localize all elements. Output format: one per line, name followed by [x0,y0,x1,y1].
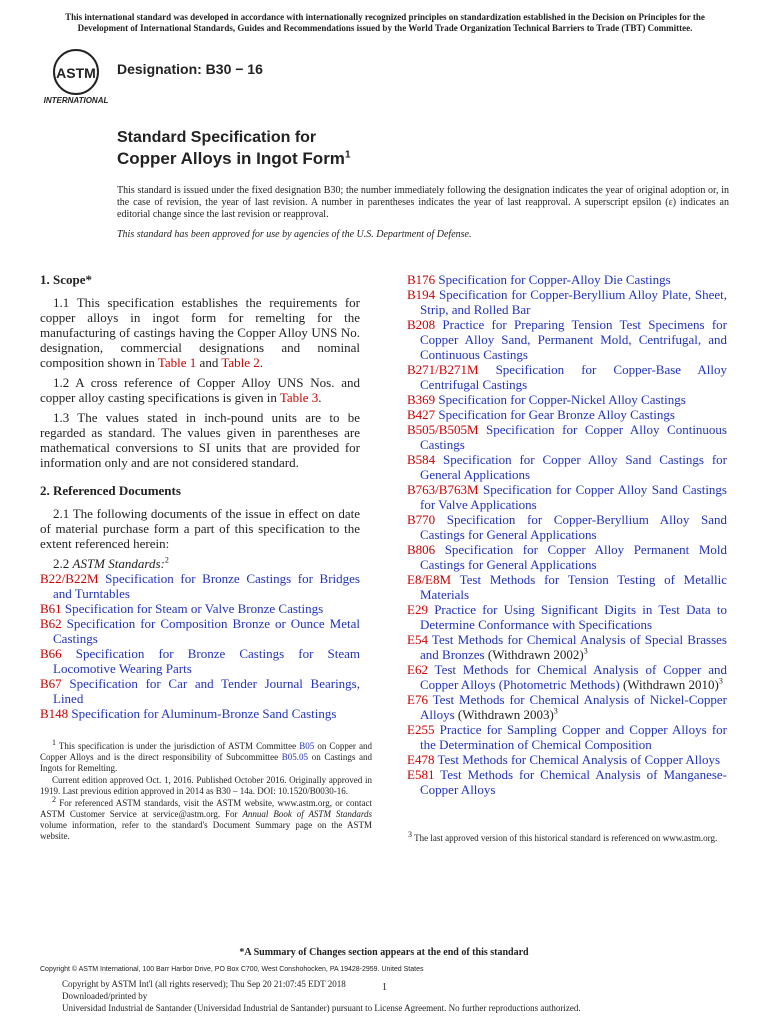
footnote-ref[interactable]: 3 [583,646,588,656]
reference-code[interactable]: B271/B271M [407,362,479,377]
reference-code[interactable]: B176 [407,272,436,287]
page-number: 1 [382,982,387,993]
reference-title[interactable]: Specification for Copper Alloy Sand Castings for Valve Applications [420,482,727,512]
reference-code[interactable]: B763/B763M [407,482,479,497]
reference-title[interactable]: Specification for Bronze Castings for Steam Locomotive Wearing Parts [53,646,360,676]
reference-title[interactable]: Test Methods for Chemical Analysis of Nickel-Copper Alloys [420,692,727,722]
reference-code[interactable]: B66 [40,646,62,661]
footnote-3: $^3$ The last approved version of this historical standard is referenced on www.astm.org. [408,830,718,843]
reference-title[interactable]: Specification for Copper Alloy Continuous Castings [420,422,727,452]
document-title [117,127,351,169]
footnote-2: $^2$ For referenced ASTM standards, visit the ASTM website, www.astm.org, or contact ASTM Customer Service at service@astm.org. For Annual Book of ASTM Standards volume information, refer to the standard's Document Summary page on the ASTM website. [40,795,372,841]
reference-title[interactable]: Specification for Composition Bronze or Ounce Metal Castings [53,616,360,646]
summary-note: *A Summary of Changes section appears at the end of this standard [239,947,529,958]
reference-code[interactable]: B369 [407,392,436,407]
reference-e255[interactable] [407,722,727,752]
reference-title[interactable]: Specification for Copper-Beryllium Alloy Plate, Sheet, Strip, and Rolled Bar [420,287,727,317]
title-text: Copper Alloys in Ingot Form [117,149,345,168]
right-column [407,272,727,797]
footnotes-left [40,738,373,843]
svg-text:ASTM: ASTM [56,65,96,81]
reference-code[interactable]: E54 [407,632,428,647]
astm-international-logo [42,46,110,106]
scope-heading: 1. Scope* [40,272,92,287]
reference-b67[interactable] [40,676,360,706]
reference-b271-b271m[interactable] [407,362,727,392]
download-line-1: Copyright by ASTM Int'l (all rights reserved); Thu Sep 20 21:07:45 EDT 2018 [62,979,346,989]
reference-code[interactable]: B194 [407,287,436,302]
refdocs-heading: 2. Referenced Documents [40,483,181,498]
reference-b770[interactable] [407,512,727,542]
reference-title[interactable]: Specification for Copper Alloy Sand Castings for General Applications [420,452,727,482]
issuance-note: This standard is issued under the fixed designation B30; the number immediately following the designation indicates the year of original adoption or, in the case of revision, the year of last revision. A number in parentheses indicates the year of last reapproval. A superscript epsilon (ε) indicates an editorial change since the last revision or reapproval. [117,185,729,220]
reference-title[interactable]: Specification for Copper-Beryllium Alloy Sand Castings for General Applications [420,512,727,542]
reference-e8-e8m[interactable] [407,572,727,602]
reference-title[interactable]: Practice for Using Significant Digits in Test Data to Determine Conformance with Specifications [420,602,727,632]
title-line1: Standard Specification for [117,129,317,146]
dod-approval-note: This standard has been approved for use by agencies of the U.S. Department of Defense. [117,229,472,240]
reference-title[interactable]: Specification for Steam or Valve Bronze Castings [61,601,324,616]
reference-title[interactable]: Test Methods for Tension Testing of Metallic Materials [420,572,727,602]
reference-e29[interactable] [407,602,727,632]
scope-1-2: 1.2 A cross reference of Copper Alloy UNS Nos. and copper alloy casting specifications is given in Table 3. [40,375,360,405]
scope-1-1: 1.1 This specification establishes the requirements for copper alloys in ingot form for remelting for the manufacturing of castings having the Copper Alloy UNS No. designation, commercial designations and nominal composition shown in Table 1 and Table 2. [40,295,360,370]
reference-code[interactable]: B67 [40,676,62,691]
astm-standards-label: 2.2 ASTM Standards:$^2$ [53,555,169,571]
title-line2 [117,148,351,169]
designation: Designation: B30 − 16 [117,61,263,77]
table3-link[interactable]: Table 3 [279,390,319,405]
reference-title[interactable]: Specification for Copper Alloy Permanent Mold Castings for General Applications [420,542,727,572]
footnote-ref[interactable]: 3 [553,706,558,716]
reference-e54[interactable] [407,632,727,662]
download-line-2: Downloaded/printed by [62,991,148,1001]
download-info [62,978,581,1014]
reference-code[interactable]: B148 [40,706,69,721]
reference-e478[interactable] [407,752,727,767]
reference-b763-b763m[interactable] [407,482,727,512]
reference-title[interactable]: Specification for Copper-Base Alloy Centrifugal Castings [420,362,727,392]
reference-e581[interactable] [407,767,727,797]
reference-title[interactable]: Specification for Copper-Alloy Die Castings [435,272,671,287]
withdrawn-note: (Withdrawn 2003) [454,707,554,722]
reference-title[interactable]: Test Methods for Chemical Analysis of Manganese-Copper Alloys [420,767,727,797]
reference-title[interactable]: Test Methods for Chemical Analysis of Copper Alloys [434,752,721,767]
download-line-3: Universidad Industrial de Santander (Universidad Industrial de Santander) pursuant to License Agreement. No further reproductions authorized. [62,1003,581,1013]
reference-b61[interactable] [40,601,360,616]
reference-code[interactable]: B61 [40,601,62,616]
reference-b806[interactable] [407,542,727,572]
reference-title[interactable]: Specification for Aluminum-Bronze Sand Castings [68,706,337,721]
reference-title[interactable]: Test Methods for Chemical Analysis of Copper and Copper Alloys (Photometric Methods) [420,662,727,692]
reference-code[interactable]: E76 [407,692,428,707]
reference-title[interactable]: Practice for Preparing Tension Test Specimens for Copper Alloy Sand, Permanent Mold, Centrifugal, and Continuous Castings [420,317,727,362]
reference-title[interactable]: Specification for Gear Bronze Alloy Castings [435,407,675,422]
reference-b194[interactable] [407,287,727,317]
reference-b208[interactable] [407,317,727,362]
reference-code[interactable]: E8/E8M [407,572,452,587]
reference-b427[interactable] [407,407,727,422]
footnote-1-current-edition: Current edition approved Oct. 1, 2016. Published October 2016. Originally approved in 1919. Last previous edition approved in 2014 as B30 – 14a. DOI: 10.1520/B0030-16. [40,775,372,796]
reference-code[interactable]: E581 [407,767,435,782]
footnote-1: $^1$ This specification is under the jurisdiction of ASTM Committee B05 on Copper and Copper Alloys and is the direct responsibility of Subcommittee B05.05 on Castings and Ingots for Remelting. [40,738,373,773]
reference-title[interactable]: Specification for Car and Tender Journal Bearings, Lined [53,676,360,706]
reference-code[interactable]: B505/B505M [407,422,479,437]
reference-code[interactable]: E255 [407,722,435,737]
reference-code[interactable]: B22/B22M [40,571,99,586]
reference-b66[interactable] [40,646,360,676]
withdrawn-note: (Withdrawn 2010) [619,677,719,692]
left-column [40,272,360,721]
reference-code[interactable]: B770 [407,512,436,527]
copyright-line: Copyright © ASTM International, 100 Barr Harbor Drive, PO Box C700, West Conshohocken, PA 19428-2959. United States [40,966,424,973]
table1-link[interactable]: Table 1 [157,355,197,370]
reference-b62[interactable] [40,616,360,646]
reference-b505-b505m[interactable] [407,422,727,452]
reference-b369[interactable] [407,392,727,407]
reference-list-right [407,272,727,797]
reference-b22-b22m[interactable] [40,571,360,601]
title-footnote-ref[interactable]: 1 [344,149,351,161]
reference-code[interactable]: B208 [407,317,436,332]
reference-code[interactable]: B806 [407,542,436,557]
reference-code[interactable]: B62 [40,616,62,631]
reference-title[interactable]: Specification for Bronze Castings for Bridges and Turntables [53,571,360,601]
reference-code[interactable]: E29 [407,602,428,617]
committee-b05-link[interactable]: B05 [299,741,315,751]
reference-title[interactable]: Test Methods for Chemical Analysis of Special Brasses and Bronzes [420,632,727,662]
reference-code[interactable]: E478 [407,752,435,767]
reference-b584[interactable] [407,452,727,482]
refdocs-2-1: 2.1 The following documents of the issue in effect on date of material purchase form a part of this specification to the extent referenced herein: [40,506,360,551]
table2-link[interactable]: Table 2 [221,355,260,370]
footnote-ref[interactable]: 3 [718,676,723,686]
withdrawn-note: (Withdrawn 2002) [484,647,584,662]
reference-title[interactable]: Specification for Copper-Nickel Alloy Castings [435,392,686,407]
reference-e76[interactable] [407,692,727,722]
reference-code[interactable]: B427 [407,407,436,422]
subcommittee-link[interactable]: B05.05 [281,752,309,762]
reference-b148[interactable] [40,706,360,721]
reference-code[interactable]: B584 [407,452,436,467]
reference-e62[interactable] [407,662,727,692]
reference-code[interactable]: E62 [407,662,428,677]
reference-title[interactable]: Practice for Sampling Copper and Copper Alloys for the Determination of Chemical Composition [420,722,727,752]
logo-text: INTERNATIONAL [43,96,109,105]
scope-1-3: 1.3 The values stated in inch-pound units are to be regarded as standard. The values given in parentheses are mathematical conversions to SI units that are provided for information only and are not considered standard. [40,410,360,470]
wto-notice: This international standard was developed in accordance with internationally recognized principles on standardization established in the Decision on Principles for the Development of International Standards, Guides and Recommendations issued by the World Trade Organization Technical Barriers to Trade (TBT) Committee. [65,12,705,33]
reference-list-left [40,571,360,721]
reference-b176[interactable] [407,272,727,287]
